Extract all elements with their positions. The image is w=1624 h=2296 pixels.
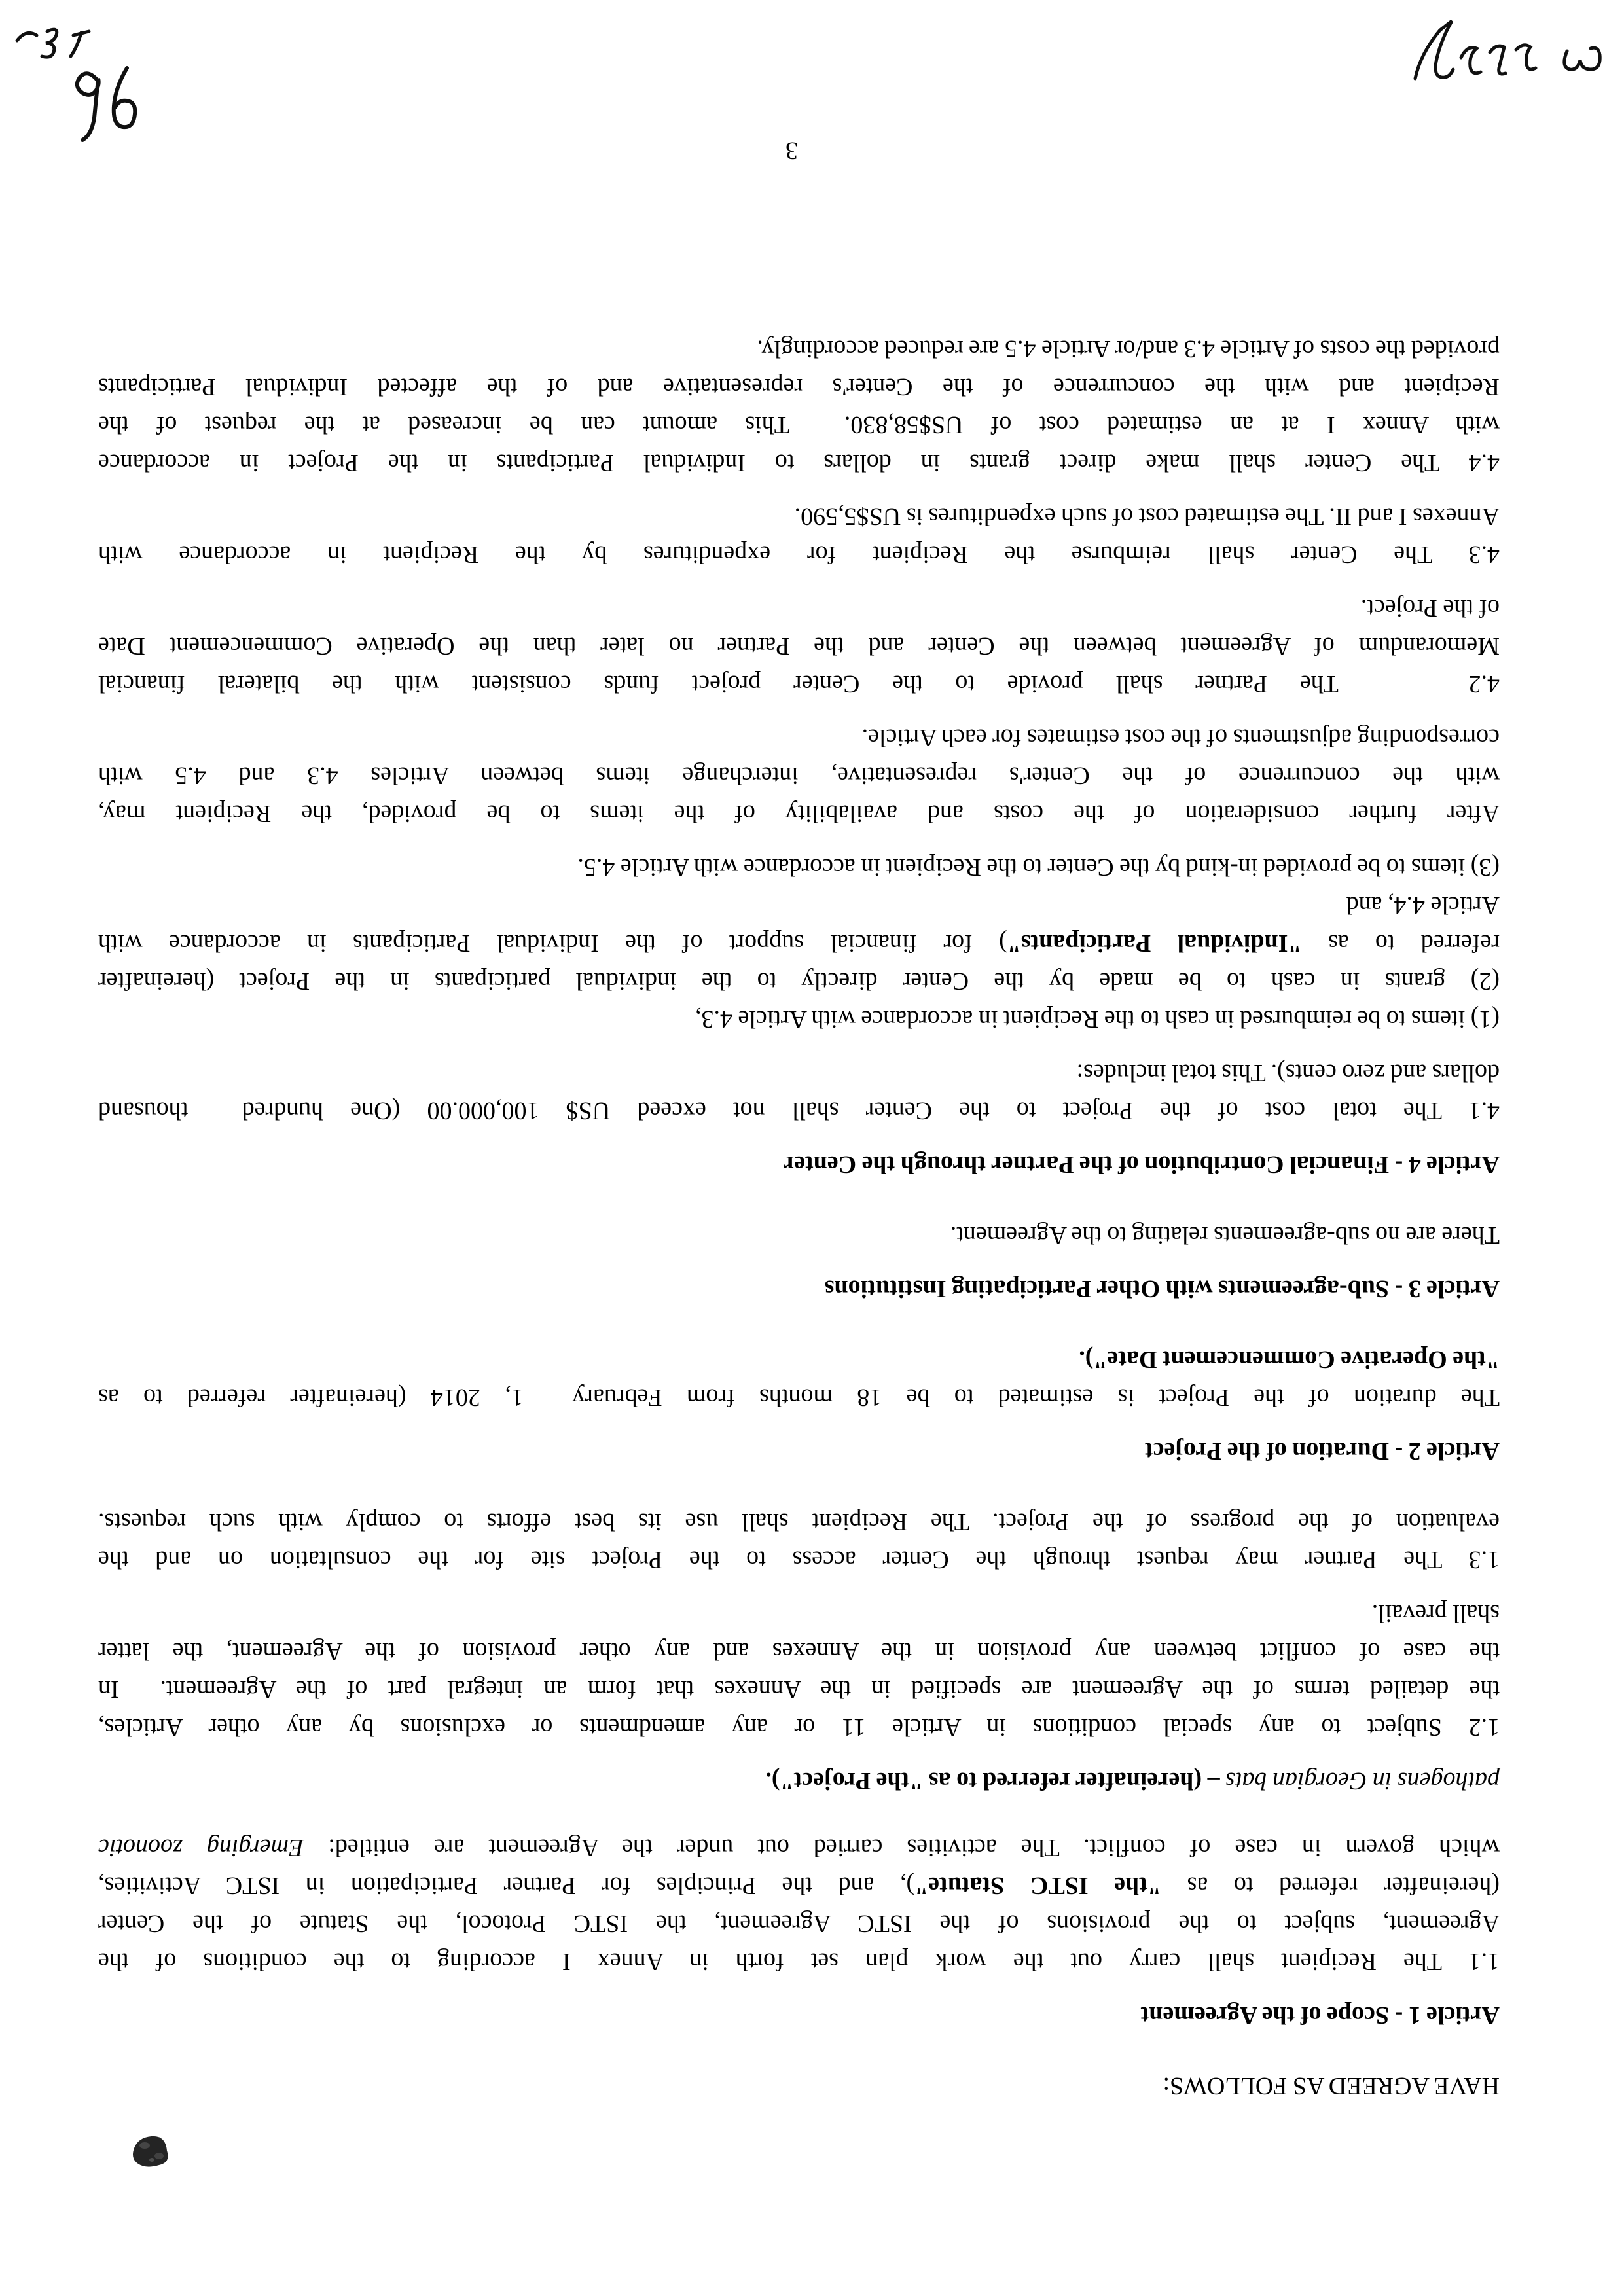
paragraph [98, 589, 1500, 703]
paragraph [98, 1054, 1500, 1130]
page-number: 3 [785, 137, 798, 164]
paragraph [98, 1829, 1500, 1981]
text-line: 4.2 The Partner shall provide to the Center project funds consistent with the bilateral financial [98, 670, 1500, 698]
text-line: After further consideration of the costs and availability of the items to be provided, the Recipient may, [98, 800, 1500, 827]
text-line: provided the costs of Article 4.3 and/or Article 4.5 are reduced accordingly. [757, 335, 1500, 363]
text-line: 1.2 Subject to any special conditions in Article 11 or any amendments or exclusions by any other Articles, [98, 1713, 1500, 1741]
text-line: "the Operative Commencement Date"). [1079, 1346, 1500, 1373]
article-heading [98, 1145, 1500, 1183]
text-line: pathogens in Georgian bats – (hereinafter referred to as "the Project"). [765, 1767, 1500, 1795]
paragraph [98, 1762, 1500, 1800]
text-line: 1.1 The Recipient shall carry out the work plan set forth in Annex I according to the conditions of the [98, 1948, 1500, 1975]
text-line: dollars and zero cents). This total includes: [1076, 1059, 1500, 1086]
text-line: Recipient and with the concurrence of the Center's representative and of the affected Individual Participants [98, 373, 1500, 401]
text-line: (3) items to be provided in-kind by the Center to the Recipient in accordance with Article 4.5. [577, 853, 1500, 881]
paragraph [98, 1594, 1500, 1746]
text-line: Article 2 - Duration of the Project [1145, 1437, 1500, 1465]
text-line: HAVE AGREED AS FOLLOWS: [1163, 2072, 1500, 2100]
text-line: with Annex I at an estimated cost of US$58,830. This amount can be increased at the request of the [98, 411, 1500, 439]
text-line: Article 4 - Financial Contribution of the Partner through the Center [783, 1151, 1500, 1178]
text-line: with the concurrence of the Center's representative, interchange items between Articles 4.3 and 4.5 with [98, 762, 1500, 789]
cursive-annotation-handwriting [1406, 14, 1619, 93]
document-body [98, 330, 1500, 2296]
text-line: (1) items to be reimbursed in cash to the Recipient in accordance with Article 4.3, [695, 1005, 1500, 1033]
text-line: referred to as "Individual Participants") for financial support of the Individual Participants in accordance with [98, 929, 1500, 957]
text-line: which govern in case of conflict. The activities carried out under the Agreement are entitled: Emerging zoonotic [98, 1834, 1500, 1861]
paragraph [98, 719, 1500, 833]
text-line: evaluation of the progress of the Project. The Recipient shall use its best efforts to comply with such requests. [98, 1508, 1500, 1535]
text-line: of the Project. [1360, 594, 1500, 622]
paragraph [98, 1340, 1500, 1416]
text-line: corresponding adjustments of the cost estimates for each Article. [861, 724, 1500, 751]
paragraph [98, 848, 1500, 1038]
reviewer-initials-handwriting [69, 63, 148, 151]
text-line: Agreement, subject to the provisions of the ISTC Agreement, the ISTC Protocol, the Statute of the Center [98, 1910, 1500, 1937]
text-line: Article 3 - Sub-agreements with Other Participating Institutions [824, 1275, 1500, 1302]
text-line: 1.3 The Partner may request through the Center access to the Project site for the consultation on and the [98, 1546, 1500, 1573]
text-line: Memorandum of Agreement between the Center and the Partner no later than the Operative Commencement Date [98, 632, 1500, 660]
text-line: 4.3 The Center shall reimburse the Recipient for expenditures by the Recipient in accordance with [98, 541, 1500, 568]
text-line: (hereinafter referred to as "the ISTC Statute"), and the Principles for Partner Participation in ISTC Activities, [98, 1872, 1500, 1899]
paragraph [98, 497, 1500, 573]
text-line: (2) grants in cash to be made by the Center directly to the individual participants in the Project (hereinafter [98, 967, 1500, 995]
paragraph [98, 330, 1500, 482]
text-line: shall prevail. [1371, 1600, 1500, 1627]
text-line: Annexes I and II. The estimated cost of such expenditures is US$5,590. [794, 503, 1500, 530]
article-heading [98, 1270, 1500, 1308]
corner-scribble-handwriting [13, 21, 95, 63]
ink-stamp-icon [130, 2132, 173, 2170]
paragraph [98, 1503, 1500, 1579]
text-line: 4.4 The Center shall make direct grants in dollars to Individual Participants in the Project in accordance [98, 449, 1500, 476]
article-heading [98, 1432, 1500, 1470]
text-line: The duration of the Project is estimated to be 18 months from February 1, 2014 (hereinafter referred to as [98, 1384, 1500, 1411]
text-line: Article 1 - Scope of the Agreement [1140, 2001, 1500, 2029]
opening-statement [98, 2067, 1500, 2105]
text-line: Article 4.4, and [1346, 891, 1500, 919]
text-line: 4.1 The total cost of the Project to the Center shall not exceed US$ 100,000.00 (One hundred thousand [98, 1097, 1500, 1124]
text-line: There are no sub-agreements relating to the Agreement. [950, 1221, 1500, 1249]
text-line: the detailed terms of the Agreement are specified in the Annexes that form an integral part of the Agreement. In [98, 1676, 1500, 1703]
text-line: the case of conflict between any provision in the Annexes and any other provision of the Agreement, the latter [98, 1638, 1500, 1665]
article-heading [98, 1996, 1500, 2034]
paragraph [98, 1216, 1500, 1254]
